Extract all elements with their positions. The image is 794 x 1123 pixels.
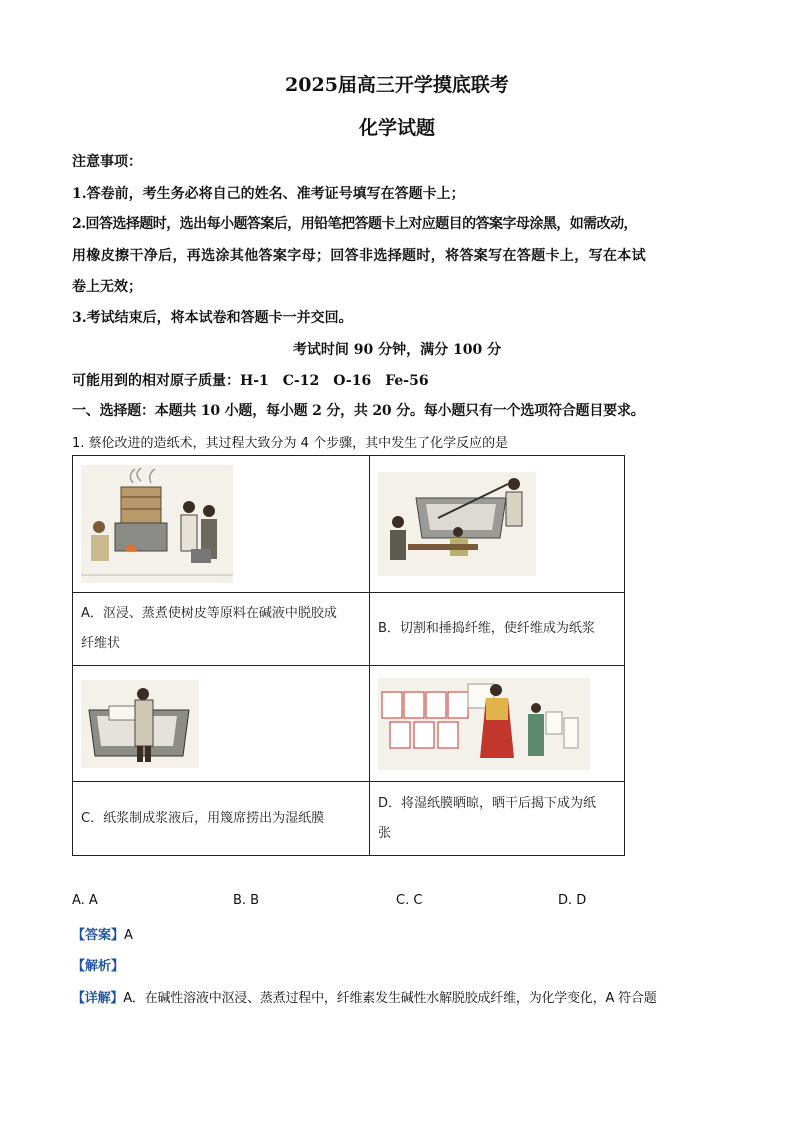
choice-b: B. B: [233, 893, 260, 908]
atomic-mass-line: 可能用到的相对原子质量：H-1 C-12 O-16 Fe-56: [72, 373, 429, 389]
exam-title: 2025届高三开学摸底联考: [285, 74, 509, 96]
image-cell-d: [370, 666, 625, 782]
steaming-illustration: [81, 465, 233, 583]
answer-label: 【答案】: [72, 928, 125, 943]
exam-info: 考试时间 90 分钟，满分 100 分: [292, 342, 502, 358]
analysis-line: [72, 955, 124, 974]
answer-line: [72, 924, 133, 943]
notice-item-3: 3.考试结束后，将本试卷和答题卡一并交回。: [72, 310, 353, 326]
choice-d: D. D: [558, 893, 587, 908]
notice-item-2-line-1: 2.回答选择题时，选出每小题答案后，用铅笔把答题卡上对应题目的答案字母涂黑，如需改动，: [72, 216, 637, 232]
option-b-text: B．切割和捶捣纤维，使纤维成为纸浆: [378, 621, 595, 636]
option-d-cell: [370, 782, 625, 856]
scooping-illustration: [81, 680, 199, 768]
option-a-line-2: 纤维状: [81, 636, 121, 651]
drying-illustration: [378, 678, 590, 770]
option-c-cell: [73, 782, 370, 856]
notice-item-2-line-3: 卷上无效；: [72, 279, 142, 295]
notice-item-2-line-2: 用橡皮擦干净后，再选涂其他答案字母；回答非选择题时，将答案写在答题卡上，写在本试: [72, 248, 646, 264]
analysis-label: 【解析】: [72, 959, 125, 974]
section-heading: 一、选择题：本题共 10 小题，每小题 2 分，共 20 分。每小题只有一个选项符合题目要求。: [72, 403, 645, 419]
option-b-cell: [370, 593, 625, 666]
option-a-cell: [73, 593, 370, 666]
choice-a: A. A: [72, 893, 98, 908]
pounding-illustration: [378, 472, 536, 576]
detail-label: 【详解】: [72, 991, 124, 1006]
option-d-line-2: 张: [378, 825, 392, 841]
option-d-line-1: D．将湿纸膜晒晾，晒干后揭下成为纸: [378, 795, 597, 811]
choice-c: C. C: [396, 893, 423, 908]
answer-value: A: [124, 928, 133, 943]
subject-title: 化学试题: [358, 117, 435, 139]
detail-line: [72, 987, 657, 1006]
image-cell-b: [370, 456, 625, 593]
notice-heading: 注意事项：: [72, 154, 142, 170]
image-cell-a: [73, 456, 370, 593]
image-cell-c: [73, 666, 370, 782]
detail-text: A．在碱性溶液中沤浸、蒸煮过程中，纤维素发生碱性水解脱胶成纤维，为化学变化，A 符合题: [123, 991, 657, 1006]
option-c-text: C．纸浆制成浆液后，用篾席捞出为湿纸膜: [81, 810, 325, 826]
question-1-stem: 1. 蔡伦改进的造纸术，其过程大致分为 4 个步骤，其中发生了化学反应的是: [72, 436, 509, 451]
question-1-table: [72, 455, 625, 856]
option-a-line-1: A．沤浸、蒸煮使树皮等原料在碱液中脱胶成: [81, 606, 337, 621]
notice-item-1: 1.答卷前，考生务必将自己的姓名、准考证号填写在答题卡上；: [72, 186, 465, 202]
